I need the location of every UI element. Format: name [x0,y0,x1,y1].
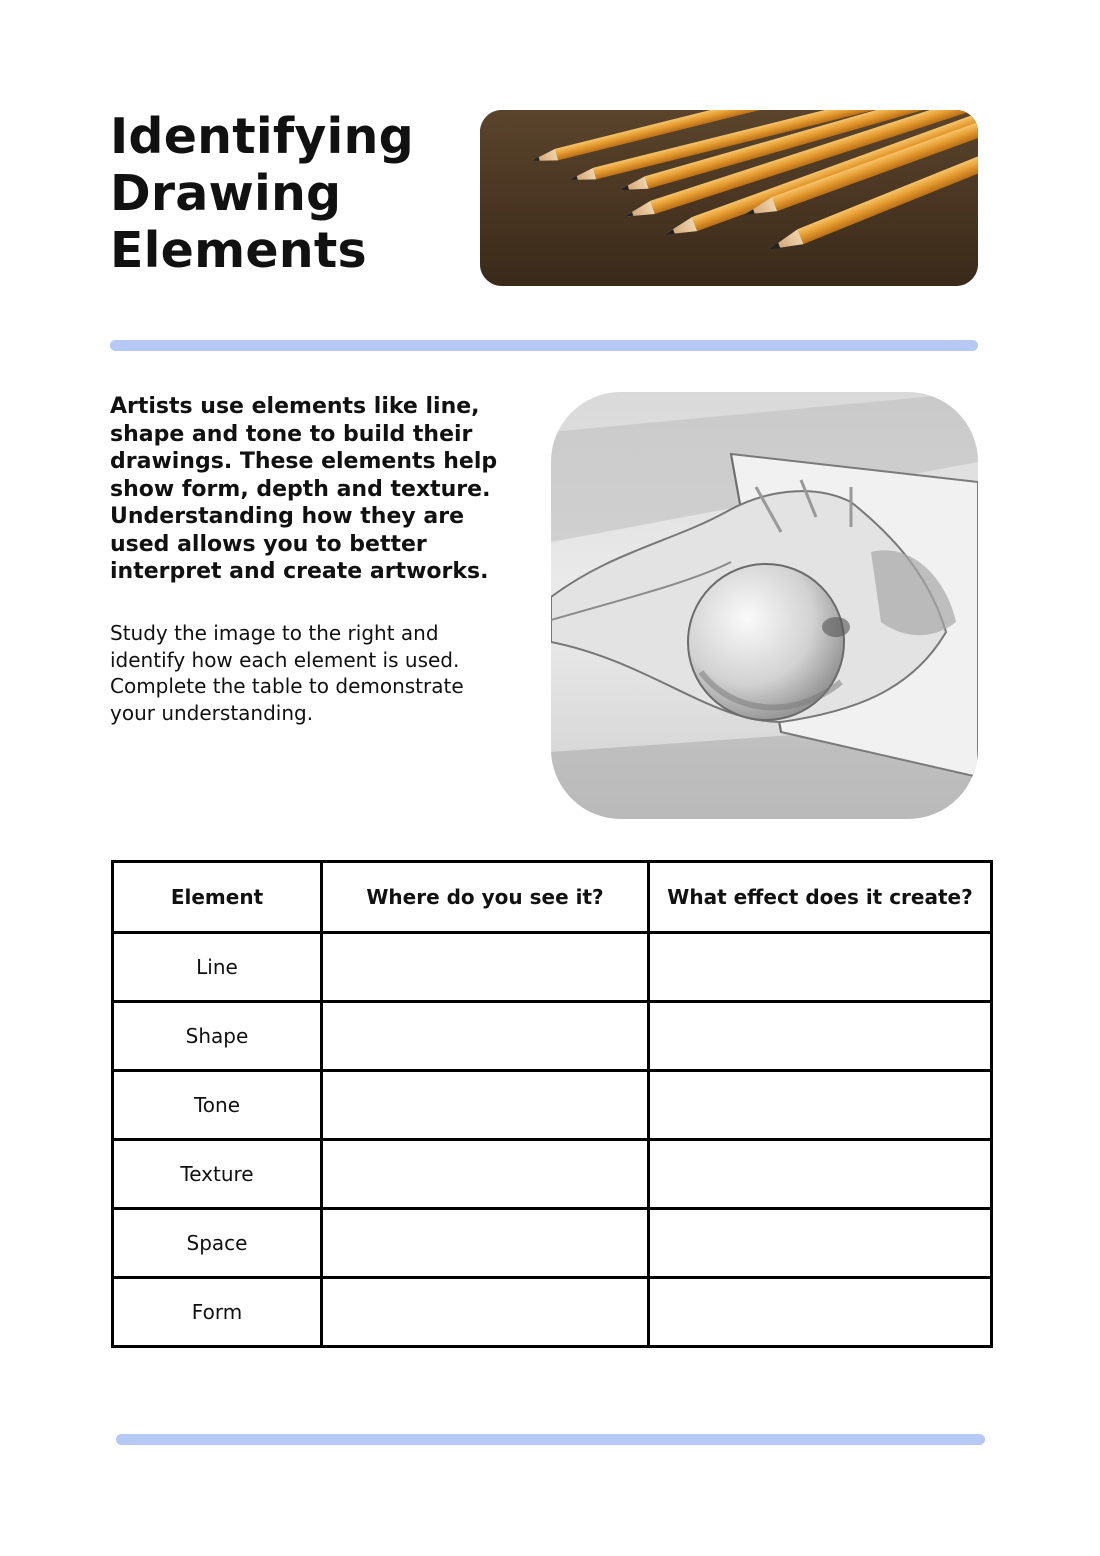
where-cell[interactable] [322,1002,649,1071]
effect-cell[interactable] [649,1278,992,1347]
where-cell[interactable] [322,933,649,1002]
table-row [113,1209,992,1278]
header-effect: What effect does it create? [649,862,992,933]
top-divider [110,340,978,351]
intro-paragraph: Artists use elements like line, shape and tone to build their drawings. These elements help show form, depth and texture. Understanding how they are used allows you to better interpret and create artworks. [110,394,498,584]
elements-table [111,860,993,1348]
page-title [110,108,450,279]
effect-cell[interactable] [649,1002,992,1071]
table-row [113,1278,992,1347]
effect-cell[interactable] [649,933,992,1002]
element-cell: Tone [113,1071,322,1140]
element-cell: Space [113,1209,322,1278]
table-row [113,1002,992,1071]
title-line-3: Elements [110,222,367,279]
pencil-sketch-photo [551,392,978,819]
element-cell: Shape [113,1002,322,1071]
bottom-divider [116,1434,985,1445]
title-line-1: Identifying [110,108,414,165]
where-cell[interactable] [322,1209,649,1278]
effect-cell[interactable] [649,1140,992,1209]
where-cell[interactable] [322,1278,649,1347]
table-header-row [113,862,992,933]
element-cell: Form [113,1278,322,1347]
where-cell[interactable] [322,1071,649,1140]
colored-pencils-photo [480,110,978,286]
title-line-2: Drawing [110,165,342,222]
table-row [113,1140,992,1209]
where-cell[interactable] [322,1140,649,1209]
header-where: Where do you see it? [322,862,649,933]
element-cell: Line [113,933,322,1002]
element-cell: Texture [113,1140,322,1209]
header-element: Element [113,862,322,933]
table-row [113,933,992,1002]
instructions-paragraph: Study the image to the right and identify how each element is used. Complete the table to demonstrate your understanding. [110,621,464,725]
table-row [113,1071,992,1140]
effect-cell[interactable] [649,1209,992,1278]
effect-cell[interactable] [649,1071,992,1140]
